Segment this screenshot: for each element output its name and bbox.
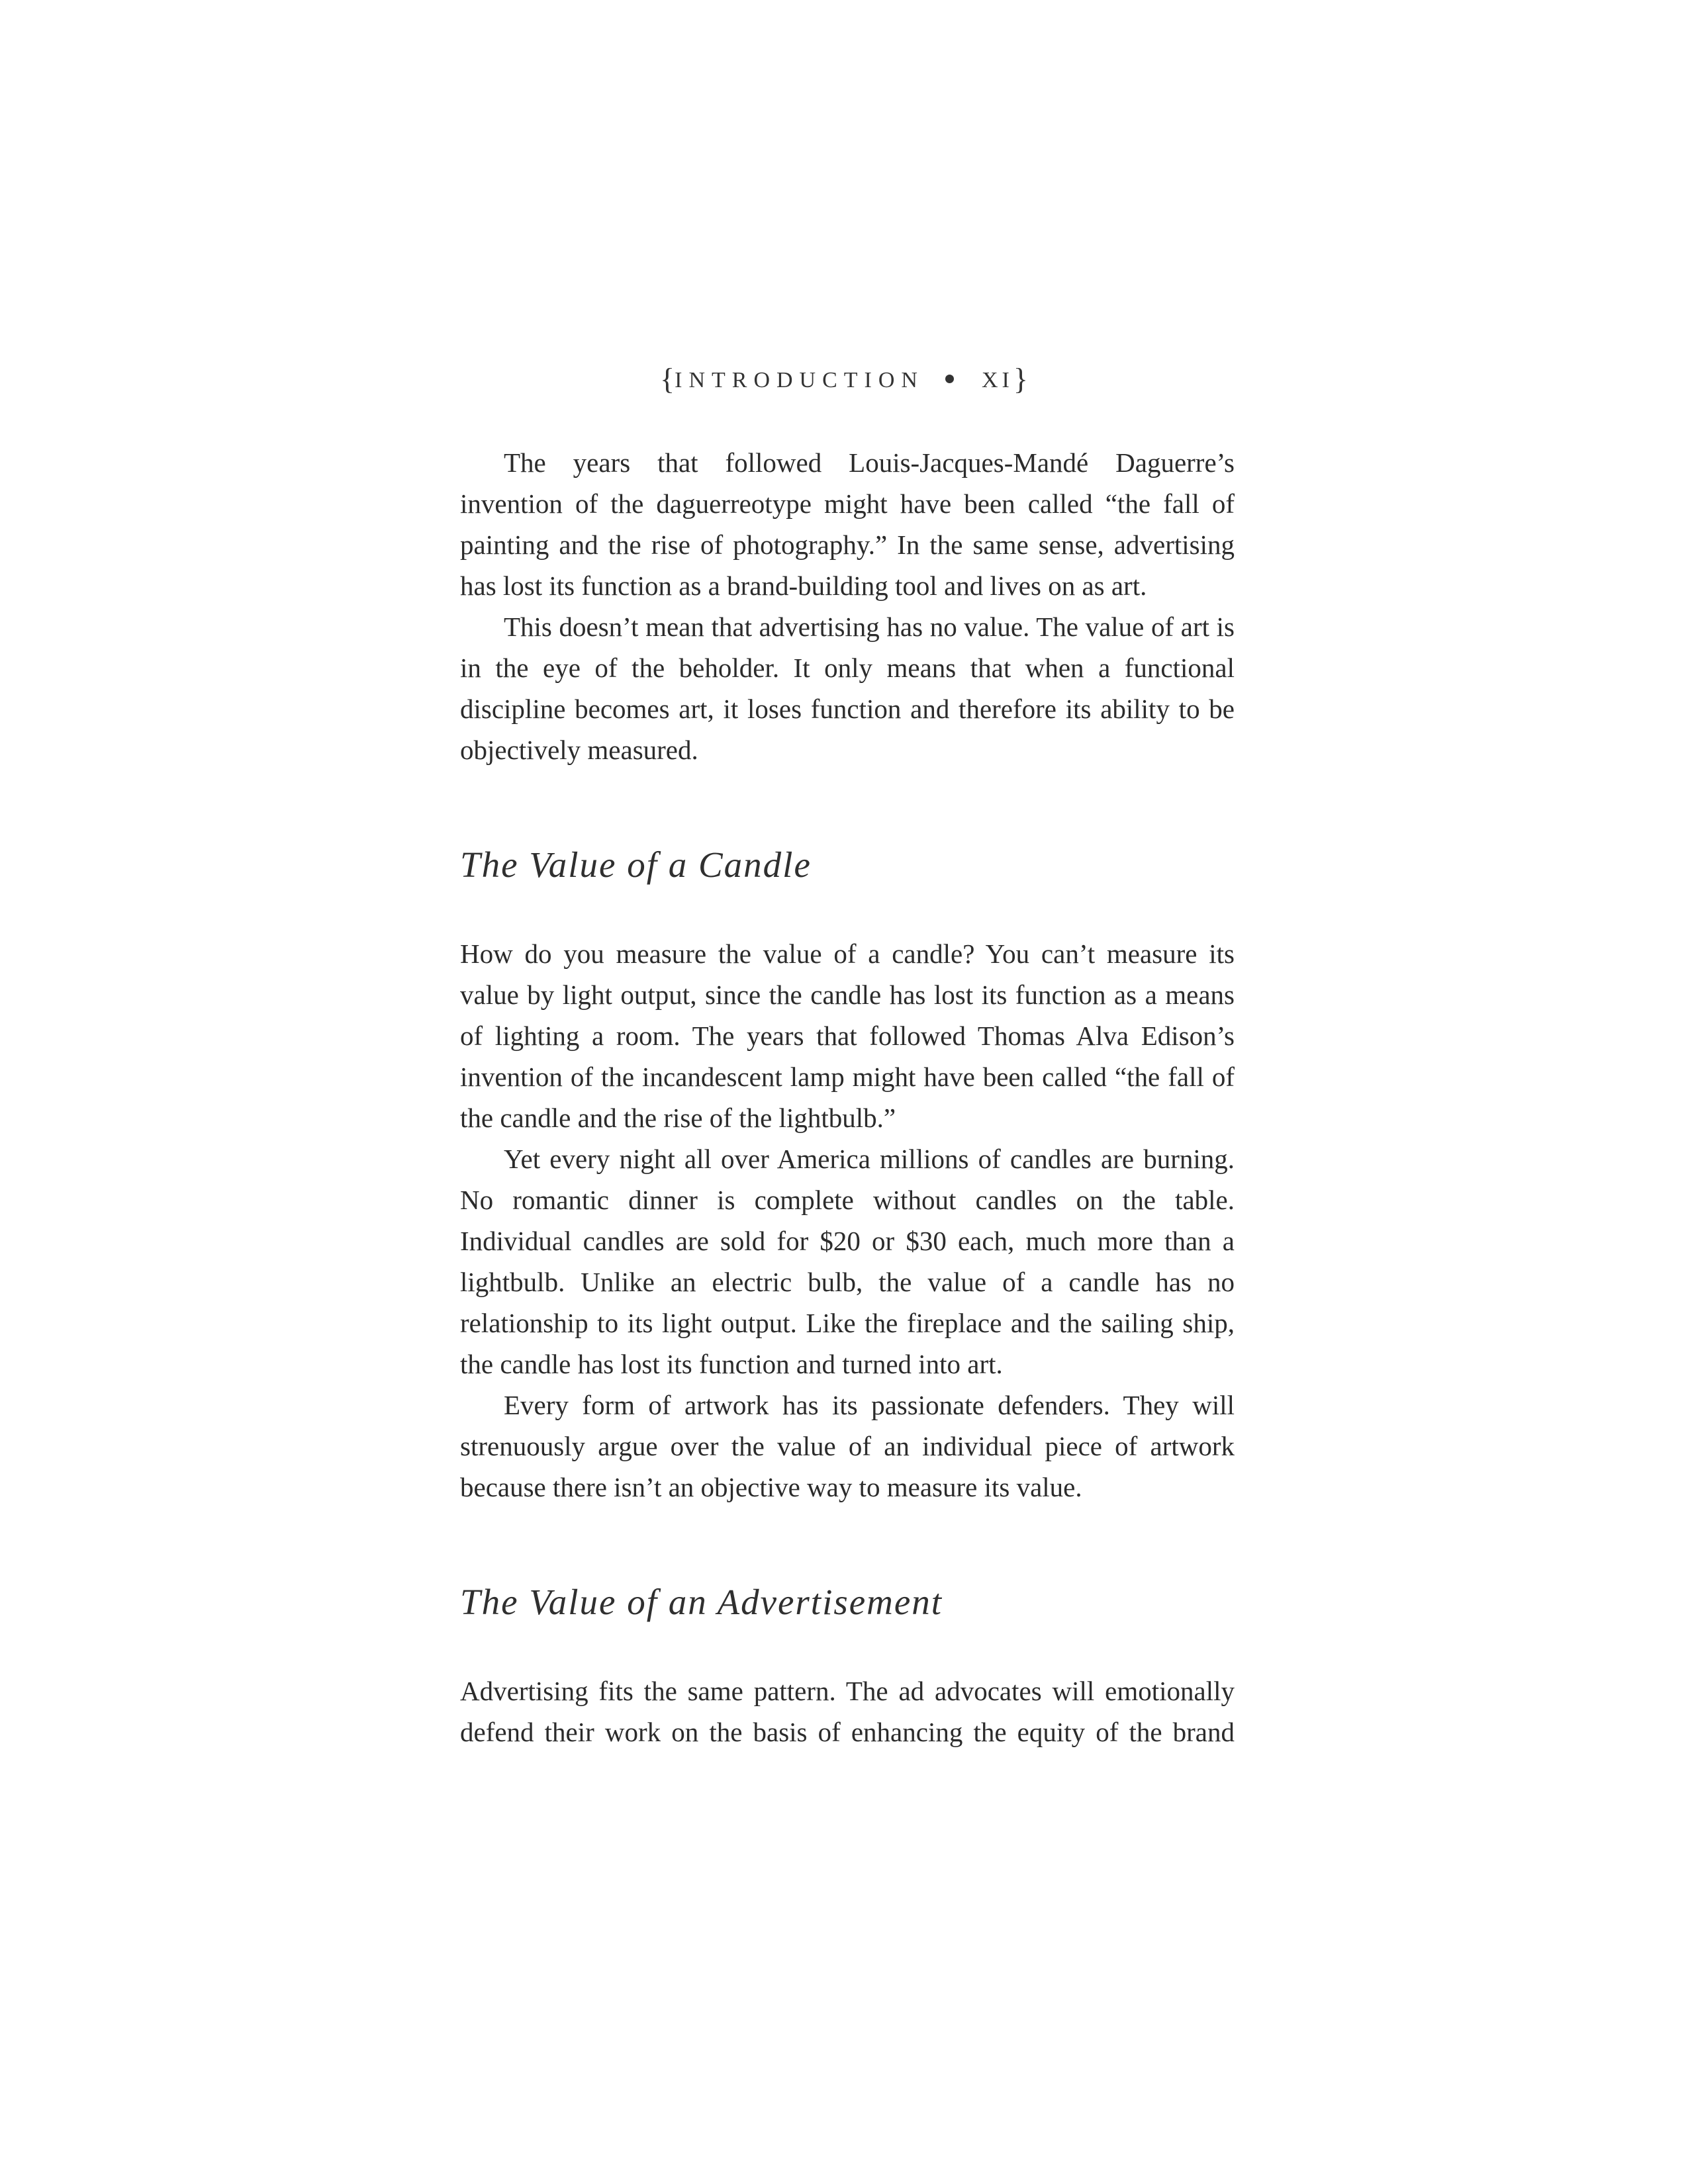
- page-number: XI: [981, 368, 1013, 392]
- bullet-icon: [945, 375, 954, 383]
- paragraph: Yet every night all over America millions of candles are burning. No romantic dinner is complete without candles on the table. Individual candles are sold for $20 or $30 each, much more than a lightbulb. Unlike an electric bulb, the value of a candle has no relationship to its light output. Like the fireplace and the sailing ship, the candle has lost its function and turned into art.: [460, 1144, 1235, 1379]
- paragraph: The years that followed Louis-Jacques-Mandé Daguerre’s invention of the daguerreotype might have been called “the fall of painting and the rise of photography.” In the same sense, advertising has lost its function as a brand-building tool and lives on as art.: [460, 447, 1235, 601]
- section-heading-advertisement: The Value of an Advertisement: [460, 1582, 943, 1622]
- running-head: [0, 363, 1688, 397]
- running-head-close-brace: }: [1013, 362, 1028, 396]
- paragraph: Every form of artwork has its passionate defenders. They will strenuously argue over the value of an individual piece of artwork because there isn’t an objective way to measure its value.: [460, 1390, 1235, 1502]
- text-block: [460, 442, 1235, 1752]
- paragraph: Advertising fits the same pattern. The ad advocates will emotionally defend their work on the basis of enhancing the equity of the brand: [460, 1676, 1235, 1747]
- section-heading-candle: The Value of a Candle: [460, 844, 812, 885]
- paragraph: How do you measure the value of a candle? You can’t measure its value by light output, since the candle has lost its function as a means of lighting a room. The years that followed Thomas Alva Edison’s invention of the incandescent lamp might have been called “the fall of the candle and the rise of the lightbulb.”: [460, 938, 1235, 1133]
- paragraph: This doesn’t mean that advertising has no value. The value of art is in the eye of the beholder. It only means that when a functional discipline becomes art, it loses function and therefore its ability to be objectively measured.: [460, 612, 1235, 765]
- running-head-open-brace: {: [660, 362, 675, 396]
- running-head-section: INTRODUCTION: [675, 368, 924, 392]
